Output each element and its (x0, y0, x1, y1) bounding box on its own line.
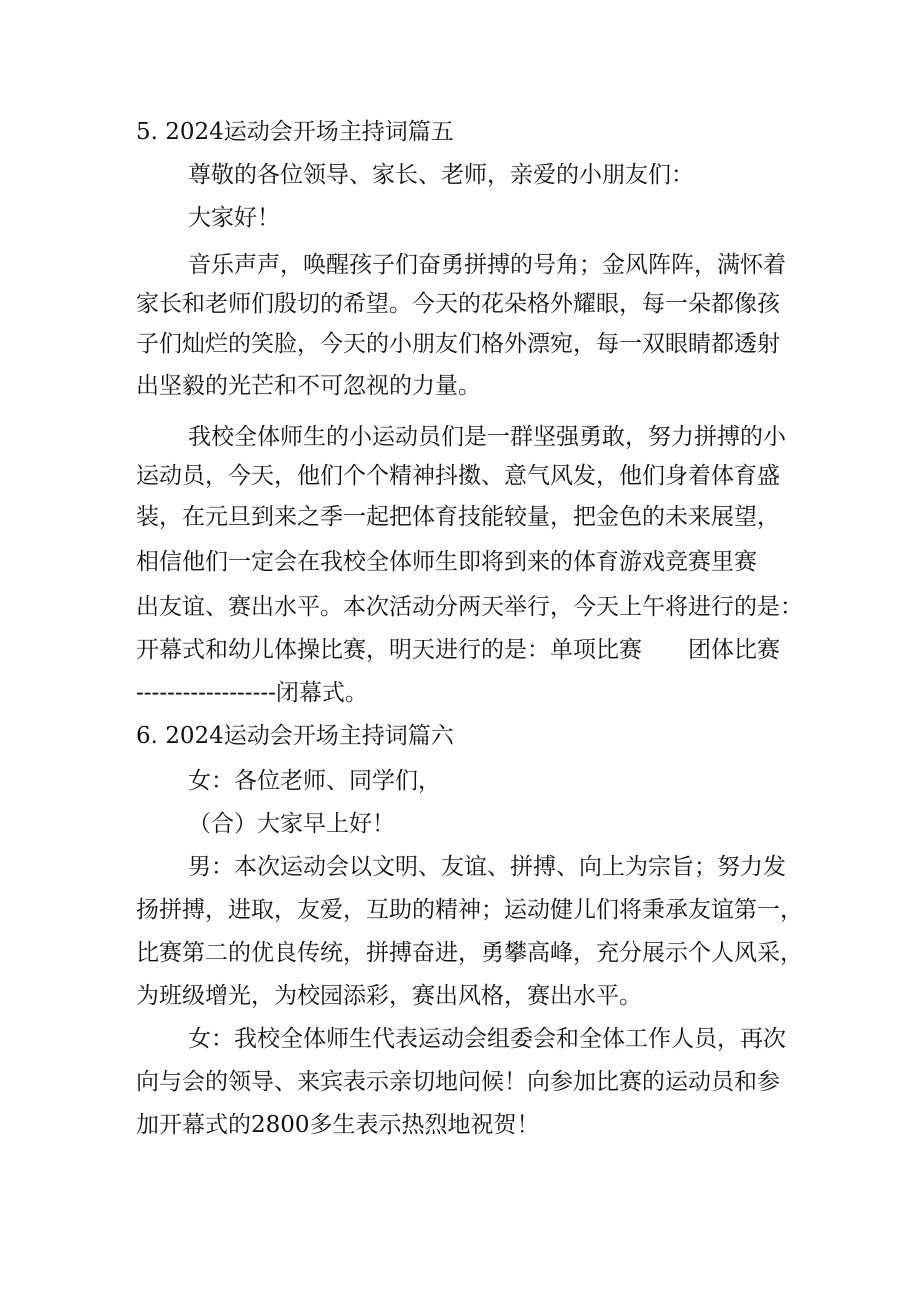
s6-line-5: 比赛第二的优良传统，拼搏奋进，勇攀高峰，充分展示个人风采， (136, 940, 803, 966)
s5-line-13: ------------------闭幕式。 (136, 680, 368, 706)
s5-line-1: 尊敬的各位领导、家长、老师，亲爱的小朋友们： (188, 162, 694, 188)
s6-line-8: 向与会的领导、来宾表示亲切地问候！向参加比赛的运动员和参 (136, 1069, 780, 1095)
s5-line-8: 运动员，今天，他们个个精神抖擞、意气风发，他们身着体育盛 (136, 463, 780, 489)
s6-line-3: 男：本次运动会以文明、友谊、拼搏、向上为宗旨；努力发 (188, 854, 786, 880)
s5-line-12: 开幕式和幼儿体操比赛，明天进行的是：单项比赛 团体比赛 (136, 637, 780, 663)
s6-line-6: 为班级增光，为校园添彩，赛出风格，赛出水平。 (136, 983, 642, 1009)
s5-line-2: 大家好！ (188, 205, 280, 231)
s5-line-9: 装，在元旦到来之季一起把体育技能较量，把金色的未来展望， (136, 504, 780, 530)
s5-line-6: 出坚毅的光芒和不可忽视的力量。 (136, 373, 481, 399)
s6-line-7: 女：我校全体师生代表运动会组委会和全体工作人员，再次 (188, 1026, 786, 1052)
section-6-heading: 6. 2024运动会开场主持词篇六 (136, 723, 454, 749)
s5-line-5: 子们灿烂的笑脸，今天的小朋友们格外漂宛，每一双眼睛都透射 (136, 331, 780, 357)
s6-line-4: 扬拼搏，进取，友爱，互助的精神；运动健儿们将秉承友谊第一， (136, 897, 803, 923)
s5-line-10: 相信他们一定会在我校全体师生即将到来的体育游戏竞赛里赛 (136, 549, 757, 575)
s5-line-11: 出友谊、赛出水平。本次活动分两天举行，今天上午将进行的是： (136, 594, 803, 620)
s6-line-2: （合）大家早上好！ (188, 811, 395, 837)
section-5-heading: 5. 2024运动会开场主持词篇五 (136, 119, 454, 145)
s5-line-3: 音乐声声，唤醒孩子们奋勇拼搏的号角；金风阵阵，满怀着 (188, 252, 786, 278)
s5-line-7: 我校全体师生的小运动员们是一群坚强勇敢，努力拼搏的小 (188, 424, 786, 450)
s6-line-1: 女：各位老师、同学们， (188, 768, 441, 794)
s5-line-4: 家长和老师们殷切的希望。今天的花朵格外耀眼，每一朵都像孩 (136, 291, 780, 317)
s6-line-9: 加开幕式的2800多生表示热烈地祝贺！ (136, 1112, 540, 1138)
